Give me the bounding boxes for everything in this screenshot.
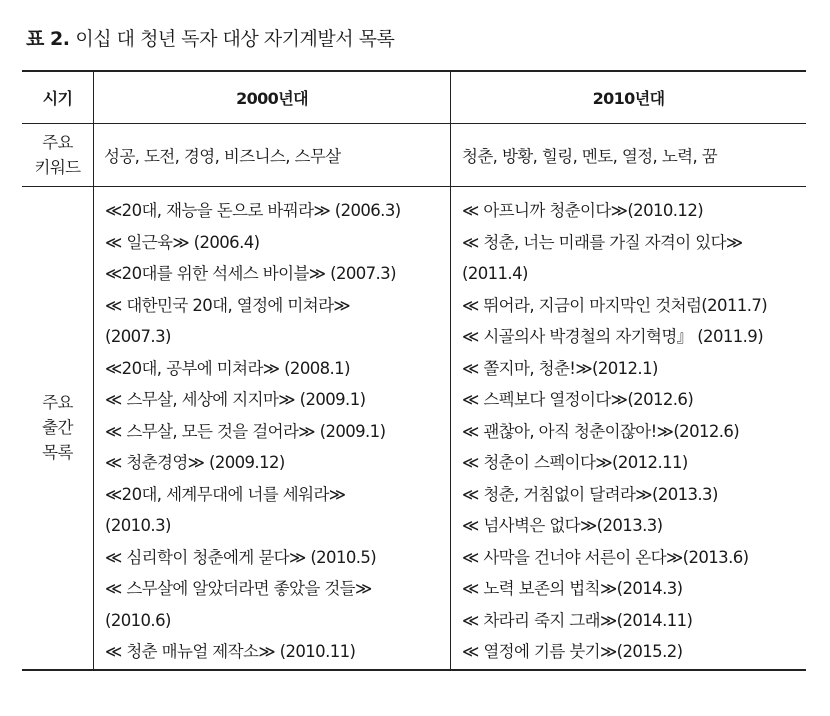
book-list-item: (2010.3) [105, 516, 171, 535]
header-2000s: 2000년대 [94, 71, 451, 124]
titles-2010s-list [452, 188, 805, 668]
book-list-item: ≪ 사막을 건너야 서른이 온다≫(2013.6) [462, 547, 749, 567]
book-list-item: ≪ 스무살에 알았더라면 좋았을 것들≫ [105, 579, 372, 598]
book-list-item: ≪ 스무살, 세상에 지지마≫ (2009.1) [105, 390, 366, 409]
book-list-item: ≪ 쫄지마, 청춘!≫(2012.1) [462, 358, 658, 378]
book-list-item: ≪20대를 위한 석세스 바이블≫ (2007.3) [105, 264, 396, 283]
titles-label-text: 주요 출간 목록 [42, 393, 73, 463]
self-help-books-table [22, 70, 806, 671]
titles-2000s-list [95, 188, 449, 668]
book-list-item: ≪ 대한민국 20대, 열정에 미쳐라≫ [105, 295, 351, 315]
titles-row-label [22, 187, 94, 670]
keywords-2010s: 청춘, 방황, 힐링, 멘토, 열정, 노력, 꿈 [451, 124, 807, 187]
titles-row [22, 187, 806, 670]
table-caption [26, 24, 394, 51]
book-list-item: ≪20대, 공부에 미쳐라≫ (2008.1) [105, 358, 350, 378]
book-list-item: ≪ 청춘 매뉴얼 제작소≫ (2010.11) [105, 642, 356, 661]
book-list-item: ≪ 시골의사 박경철의 자기혁명』 (2011.9) [462, 327, 764, 346]
book-list-item: ≪ 노력 보존의 법칙≫(2014.3) [462, 579, 683, 598]
caption-title: 이십 대 청년 독자 대상 자기계발서 목록 [75, 28, 395, 50]
book-list-item: ≪ 청춘이 스펙이다≫(2012.11) [462, 453, 688, 472]
book-list-item: ≪20대, 세계무대에 너를 세워라≫ [105, 484, 346, 504]
book-list-item: (2011.4) [462, 264, 528, 283]
header-row [22, 71, 806, 124]
keyword-label-text: 주요 키워드 [34, 133, 81, 177]
book-list-item: ≪ 아프니까 청춘이다≫(2010.12) [462, 201, 704, 220]
book-list-item: ≪ 열정에 기름 붓기≫(2015.2) [462, 642, 683, 661]
book-list-item: ≪ 뛰어라, 지금이 마지막인 것처럼(2011.7) [462, 295, 768, 315]
book-list-item: (2010.6) [105, 610, 171, 630]
book-list-item: ≪ 일근육≫ (2006.4) [105, 232, 260, 252]
titles-2000s-cell [94, 187, 451, 670]
book-list-item: ≪ 청춘, 너는 미래를 가질 자격이 있다≫ [462, 232, 743, 252]
keywords-2000s: 성공, 도전, 경영, 비즈니스, 스무살 [94, 124, 451, 187]
book-list-item: (2007.3) [105, 327, 171, 346]
book-list-item: ≪ 심리학이 청춘에게 묻다≫ (2010.5) [105, 547, 377, 567]
keyword-row-label [22, 124, 94, 187]
book-list-item: ≪ 괜찮아, 아직 청춘이잖아!≫(2012.6) [462, 421, 740, 441]
titles-2010s-cell [451, 187, 807, 670]
book-list-item: ≪ 청춘경영≫ (2009.12) [105, 453, 285, 472]
book-list-item: ≪ 차라리 죽지 그래≫(2014.11) [462, 610, 693, 630]
header-2010s: 2010년대 [451, 71, 807, 124]
book-list-item: ≪ 스펙보다 열정이다≫(2012.6) [462, 390, 694, 409]
book-list-item: ≪20대, 재능을 돈으로 바꿔라≫ (2006.3) [105, 201, 401, 220]
book-list-item: ≪ 넘사벽은 없다≫(2013.3) [462, 516, 663, 535]
keyword-row [22, 124, 806, 187]
book-list-item: ≪ 스무살, 모든 것을 걸어라≫ (2009.1) [105, 421, 386, 441]
caption-number: 표 2. [26, 28, 70, 50]
header-period: 시기 [22, 71, 94, 124]
book-list-item: ≪ 청춘, 거침없이 달려라≫(2013.3) [462, 484, 718, 504]
